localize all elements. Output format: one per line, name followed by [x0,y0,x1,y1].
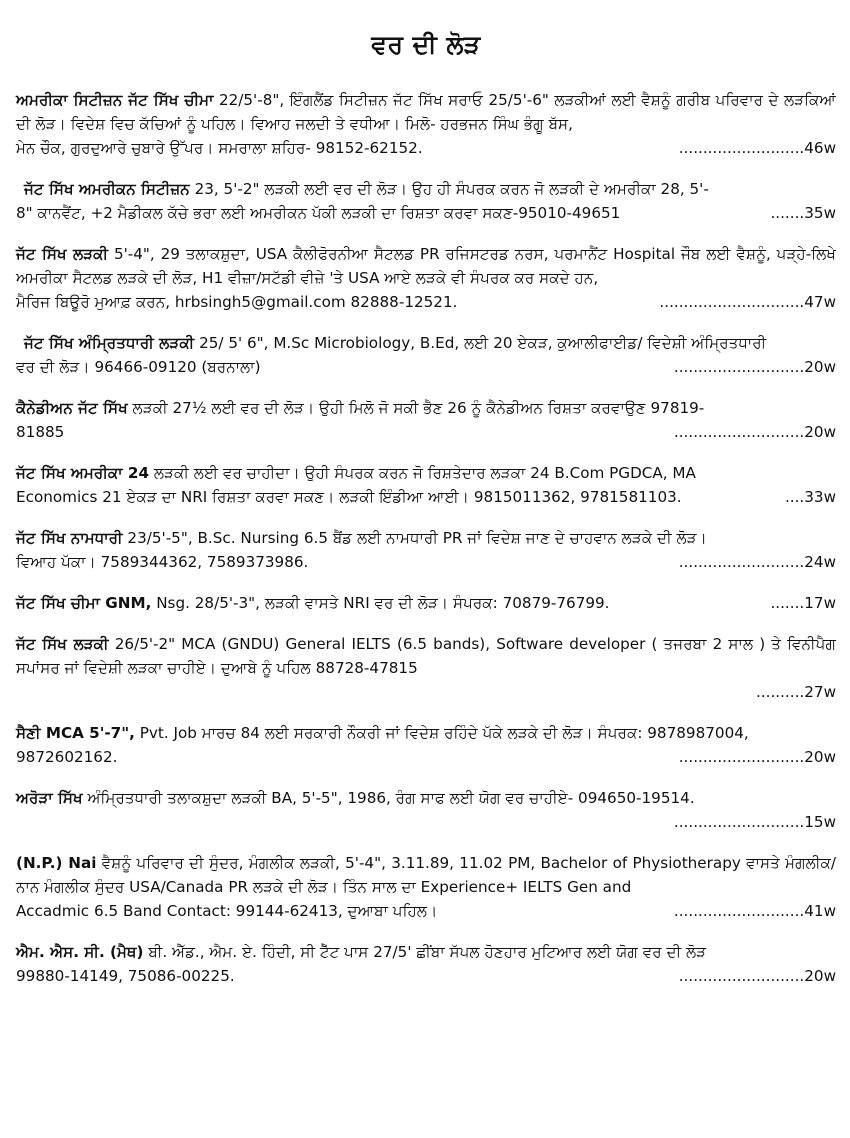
listing-tail-text: 9872602162. [16,748,118,766]
listing [16,851,836,923]
listing-body: ਬੀ. ਐੱਡ., ਐਮ. ਏ. ਹਿੰਦੀ, ਸੀ ਟੈੱਟ ਪਾਸ 27/5' ਛੀਂਬਾ ਸੱਪਲ ਹੋਣਹਾਰ ਮੁਟਿਆਰ ਲਈ ਯੋਗ ਵਰ ਦੀ ਲੋੜ [143,943,707,961]
listing-tail-text: 81885 [16,423,65,441]
listing-tail-text: Accadmic 6.5 Band Contact: 99144-62413, ਦੁਆਬਾ ਪਹਿਲ। [16,902,438,920]
listing-tail [16,355,836,379]
listing-code: ..........................20w [678,748,836,766]
listing [16,786,836,834]
listing-lead: ਅਮਰੀਕਾ ਸਿਟੀਜ਼ਨ ਜੱਟ ਸਿੱਖ ਚੀਮਾ [16,91,214,109]
listing [16,331,836,379]
listing-lead: ਐਮ. ਐਸ. ਸੀ. (ਮੈਥ) [16,943,144,961]
listing-tail-text: ਮੇਨ ਚੌਕ, ਗੁਰਦੁਆਰੇ ਚੁਬਾਰੇ ਉੱਪਰ। ਸਮਰਾਲਾ ਸ਼ਹਿਰ- 98152-62152. [16,139,423,157]
listing-code: ...........................20w [673,358,836,376]
listing-lead: ਜੱਟ ਸਿੱਖ ਚੀਮਾ GNM, [16,594,152,612]
listing-tail-text: Economics 21 ਏਕੜ ਦਾ NRI ਰਿਸ਼ਤਾ ਕਰਵਾ ਸਕਣ। ਲੜਕੀ ਇੰਡੀਆ ਆਈ। 9815011362, 9781581103. [16,488,682,506]
listing-tail [16,680,836,704]
listing [16,721,836,769]
listing-code: .......35w [770,204,836,222]
listing-tail-text: Nsg. 28/5'-3", ਲੜਕੀ ਵਾਸਤੇ NRI ਵਰ ਦੀ ਲੋੜ। ਸੰਪਰਕ: 70879-76799. [156,594,610,612]
listing-tail [16,810,836,834]
listing [16,88,836,160]
listing-lead: ਜੱਟ ਸਿੱਖ ਨਾਮਧਾਰੀ [16,529,123,547]
listing-code: ...........................41w [673,902,836,920]
listing-lead: ਕੈਨੇਡੀਅਨ ਜੱਟ ਸਿੱਖ [16,399,128,417]
listing [16,396,836,444]
listing-tail [16,485,836,509]
listing-body: ਅੰਮ੍ਰਿਤਧਾਰੀ ਤਲਾਕਸ਼ੁਦਾ ਲੜਕੀ BA, 5'-5", 1986, ਰੰਗ ਸਾਫ ਲਈ ਯੋਗ ਵਰ ਚਾਹੀਏ- 094650-19514. [82,789,695,807]
listing-lead: ਸੈਣੀ MCA 5'-7", [16,724,135,742]
listing-tail-text: 8" ਕਾਨਵੈਂਟ, +2 ਮੈਡੀਕਲ ਕੱਚੇ ਭਰਾ ਲਈ ਅਮਰੀਕਨ ਪੱਕੀ ਲੜਕੀ ਦਾ ਰਿਸ਼ਤਾ ਕਰਵਾ ਸਕਣ-95010-49651 [16,204,621,222]
listing-tail-text: ਮੈਰਿਜ ਬਿਊਰੋ ਮੁਆਫ਼ ਕਰਨ, hrbsingh5@gmail.com 82888-12521. [16,293,458,311]
listing-body: ਲੜਕੀ 27½ ਲਈ ਵਰ ਦੀ ਲੋੜ। ਉਹੀ ਮਿਲੋ ਜੋ ਸਕੀ ਭੈਣ 26 ਨੂੰ ਕੈਨੇਡੀਅਨ ਰਿਸ਼ਤਾ ਕਰਵਾਉਣ 97819- [127,399,705,417]
listing-lead: (N.P.) Nai [16,854,97,872]
listing-lead: ਜੱਟ ਸਿੱਖ ਲੜਕੀ [16,245,109,263]
listing-body: 25/ 5' 6", M.Sc Microbiology, B.Ed, ਲਈ 20 ਏਕੜ, ਕੁਆਲੀਫਾਈਡ/ ਵਿਦੇਸ਼ੀ ਅੰਮ੍ਰਿਤਧਾਰੀ [194,334,767,352]
listing-code: .......17w [770,594,836,612]
listing-code: ...........................20w [673,423,836,441]
listing-code: ..........................24w [678,553,836,571]
listing-tail-text: 99880-14149, 75086-00225. [16,967,235,985]
listing-tail [16,899,836,923]
listing-tail-text: ਵਿਆਹ ਪੱਕਾ। 7589344362, 7589373986. [16,553,309,571]
listing-lead: ਅਰੋੜਾ ਸਿੱਖ [16,789,83,807]
listing-body: 23/5'-5", B.Sc. Nursing 6.5 ਬੈਂਡ ਲਈ ਨਾਮਧਾਰੀ PR ਜਾਂ ਵਿਦੇਸ਼ ਜਾਣ ਦੇ ਚਾਹਵਾਨ ਲੜਕੇ ਦੀ ਲੋੜ। [122,529,707,547]
listing-code: ....33w [784,488,836,506]
listing-lead: ਜੱਟ ਸਿੱਖ ਲੜਕੀ [16,635,109,653]
listing-body: 5'-4", 29 ਤਲਾਕਸ਼ੁਦਾ, USA ਕੈਲੀਫੋਰਨੀਆ ਸੈਟਲਡ PR ਰਜਿਸਟਰਡ ਨਰਸ, ਪਰਮਾਨੈਂਟ Hospital ਜੌਬ ਲਈ ਵੈਸ਼ਨੂੰ, ਪੜ੍ਹੇ-ਲਿਖੇ ਅਮਰੀਕਾ ਸੈਟਲਡ ਲੜਕੇ ਦੀ ਲੋੜ, H1 ਵੀਜ਼ਾ/ਸਟੱਡੀ ਵੀਜ਼ੇ 'ਤੇ USA ਆਏ ਲੜਕੇ ਵੀ ਸੰਪਰਕ ਕਰ ਸਕਦੇ ਹਨ, [16,245,836,287]
listing-tail [16,136,836,160]
listing [16,940,836,988]
listing [16,461,836,509]
listing [16,632,836,704]
listing-tail [16,591,836,615]
listing-tail [16,550,836,574]
listing-tail [16,745,836,769]
listing-tail [16,290,836,314]
listing-body: 23, 5'-2" ਲੜਕੀ ਲਈ ਵਰ ਦੀ ਲੋੜ। ਉਹ ਹੀ ਸੰਪਰਕ ਕਰਨ ਜੋ ਲੜਕੀ ਦੇ ਅਮਰੀਕਾ 28, 5'- [189,180,709,198]
listing-body: Pvt. Job ਮਾਰਚ 84 ਲਈ ਸਰਕਾਰੀ ਨੌਕਰੀ ਜਾਂ ਵਿਦੇਸ਼ ਰਹਿੰਦੇ ਪੱਕੇ ਲੜਕੇ ਦੀ ਲੋੜ। ਸੰਪਰਕ: 9878987004, [134,724,749,742]
listing [16,177,836,225]
listing [16,242,836,314]
listing-lead: ਜੱਟ ਸਿੱਖ ਅਮਰੀਕਨ ਸਿਟੀਜ਼ਨ [24,180,190,198]
listing-code: ..........27w [755,683,836,701]
listing-code: ...........................15w [673,813,836,831]
listing-body: 22/5'-8", ਇੰਗਲੈਂਡ ਸਿਟੀਜ਼ਨ ਜੱਟ ਸਿੱਖ ਸਰਾਓ 25/5'-6" ਲੜਕੀਆਂ ਲਈ ਵੈਸ਼ਨੂੰ ਗਰੀਬ ਪਰਿਵਾਰ ਦੇ ਲੜਕਿਆਂ ਦੀ ਲੋੜ। ਵਿਦੇਸ਼ ਵਿਚ ਕੱਚਿਆਂ ਨੂੰ ਪਹਿਲ। ਵਿਆਹ ਜਲਦੀ ਤੇ ਵਧੀਆ। ਮਿਲੋ- ਹਰਭਜਨ ਸਿੰਘ ਭੰਗੂ ਬੱਸ, [16,91,836,133]
listing-body: 26/5'-2" MCA (GNDU) General IELTS (6.5 bands), Software developer ( ਤਜਰਬਾ 2 ਸਾਲ ) ਤੇ ਵਿਨੀਪੈਗ ਸਪਾਂਸਰ ਜਾਂ ਵਿਦੇਸ਼ੀ ਲੜਕਾ ਚਾਹੀਏ। ਦੁਆਬੇ ਨੂੰ ਪਹਿਲ 88728-47815 [16,635,836,677]
listing-tail [16,420,836,444]
listing-body: ਵੈਸ਼ਨੂੰ ਪਰਿਵਾਰ ਦੀ ਸੁੰਦਰ, ਮੰਗਲੀਕ ਲੜਕੀ, 5'-4", 3.11.89, 11.02 PM, Bachelor of Physiotherapy ਵਾਸਤੇ ਮੰਗਲੀਕ/ਨਾਨ ਮੰਗਲੀਕ ਸੁੰਦਰ USA/Canada PR ਲੜਕੇ ਦੀ ਲੋੜ। ਤਿੰਨ ਸਾਲ ਦਾ Experience+ IELTS Gen and [16,854,836,896]
listing-code: ..........................20w [678,967,836,985]
listing-code: ..........................46w [678,139,836,157]
listing-tail [16,201,836,225]
listing [16,526,836,574]
listing-lead: ਜੱਟ ਸਿੱਖ ਅੰਮ੍ਰਿਤਧਾਰੀ ਲੜਕੀ [24,334,195,352]
listing-code: ..............................47w [659,293,836,311]
page-title: ਵਰ ਦੀ ਲੋੜ [371,30,481,59]
listing-tail [16,964,836,988]
listing-tail-text: ਵਰ ਦੀ ਲੋੜ। 96466-09120 (ਬਰਨਾਲਾ) [16,358,261,376]
listing-lead: ਜੱਟ ਸਿੱਖ ਅਮਰੀਕਾ 24 [16,464,150,482]
listing-body: ਲੜਕੀ ਲਈ ਵਰ ਚਾਹੀਦਾ। ਉਹੀ ਸੰਪਰਕ ਕਰਨ ਜੋ ਰਿਸ਼ਤੇਦਾਰ ਲੜਕਾ 24 B.Com PGDCA, MA [149,464,696,482]
listing [16,591,836,615]
